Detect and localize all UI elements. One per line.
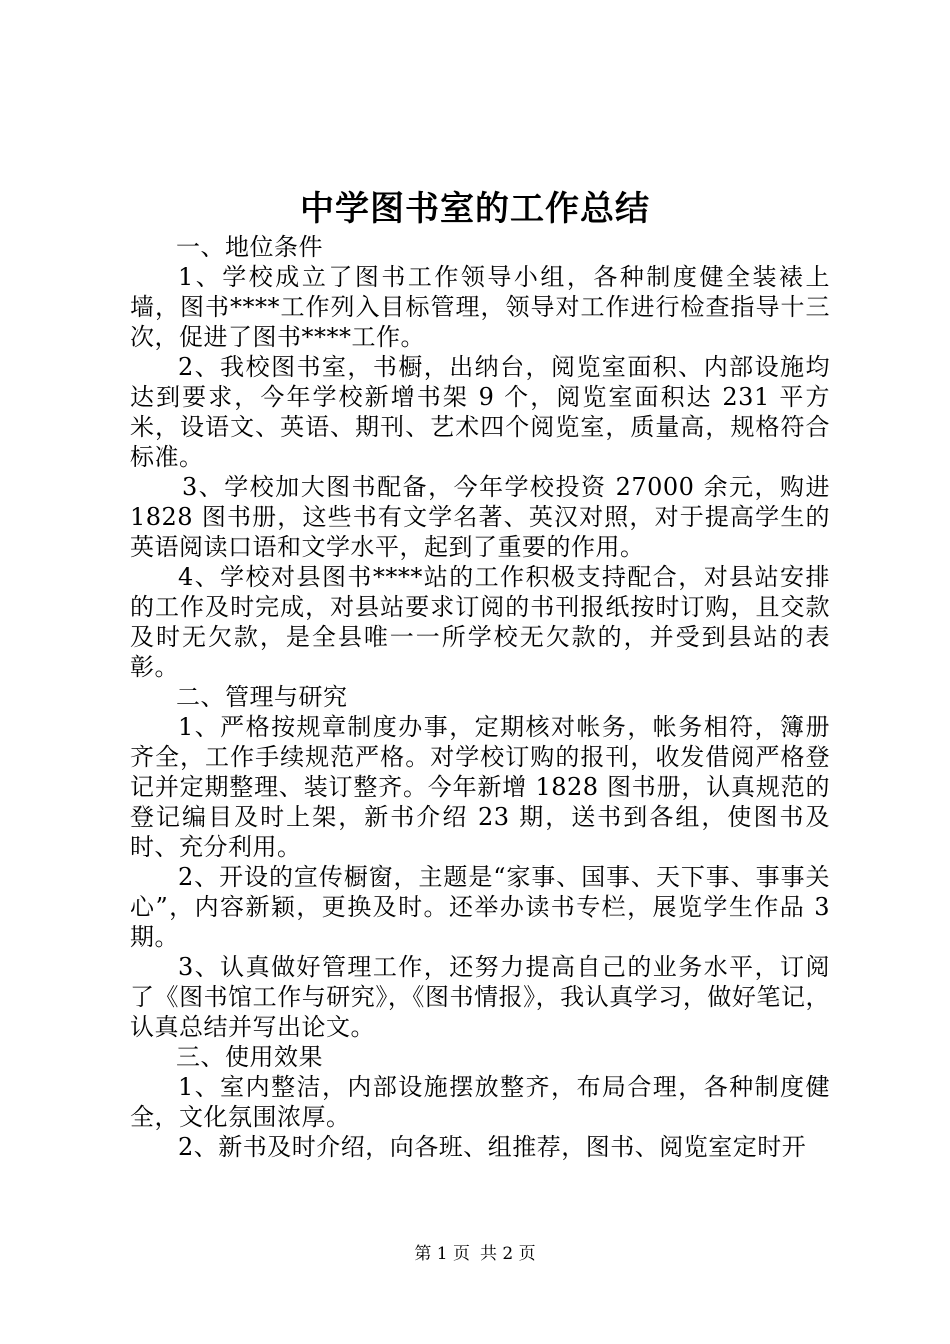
paragraph: 4、学校对县图书****站的工作积极支持配合，对县站安排的工作及时完成，对县站要求订阅的书刊报纸按时订购，且交款及时无欠款，是全县唯一一所学校无欠款的，并受到县站的表彰。	[130, 563, 830, 681]
paragraph: 2、开设的宣传橱窗，主题是“家事、国事、天下事、事事关心”，内容新颖，更换及时。还举办读书专栏，展览学生作品 3 期。	[130, 863, 830, 951]
paragraph: 2、我校图书室，书橱，出纳台，阅览室面积、内部设施均达到要求，今年学校新增书架 9 个，阅览室面积达 231 平方米，设语文、英语、期刊、艺术四个阅览室，质量高，规格符合标准。	[130, 353, 830, 471]
paragraph: 1、严格按规章制度办事，定期核对帐务，帐务相符，簿册齐全，工作手续规范严格。对学校订购的报刊，收发借阅严格登记并定期整理、装订整齐。今年新增 1828 图书册，认真规范的登记编目及时上架，新书介绍 23 期，送书到各组，使图书及时、充分利用。	[130, 713, 830, 861]
section-heading: 二、管理与研究	[176, 683, 348, 711]
paragraph: 3、学校加大图书配备，今年学校投资 27000 余元，购进 1828 图书册，这些书有文学名著、英汉对照，对于提高学生的英语阅读口语和文学水平，起到了重要的作用。	[130, 473, 830, 561]
page-number: 第 1 页	[414, 1244, 470, 1264]
document-body	[130, 232, 830, 1162]
page-footer	[0, 1242, 950, 1266]
page-total: 共 2 页	[480, 1244, 536, 1264]
paragraph: 2、新书及时介绍，向各班、组推荐，图书、阅览室定时开	[178, 1133, 807, 1161]
document-title: 中学图书室的工作总结	[300, 189, 650, 229]
section-heading: 一、地位条件	[176, 233, 323, 261]
paragraph: 3、认真做好管理工作，还努力提高自己的业务水平，订阅了《图书馆工作与研究》，《图书情报》，我认真学习，做好笔记，认真总结并写出论文。	[130, 953, 830, 1041]
paragraph: 1、室内整洁，内部设施摆放整齐，布局合理，各种制度健全，文化氛围浓厚。	[130, 1073, 830, 1131]
paragraph: 1、学校成立了图书工作领导小组，各种制度健全装裱上墙，图书****工作列入目标管理，领导对工作进行检查指导十三次，促进了图书****工作。	[130, 263, 830, 351]
section-heading: 三、使用效果	[176, 1043, 323, 1071]
